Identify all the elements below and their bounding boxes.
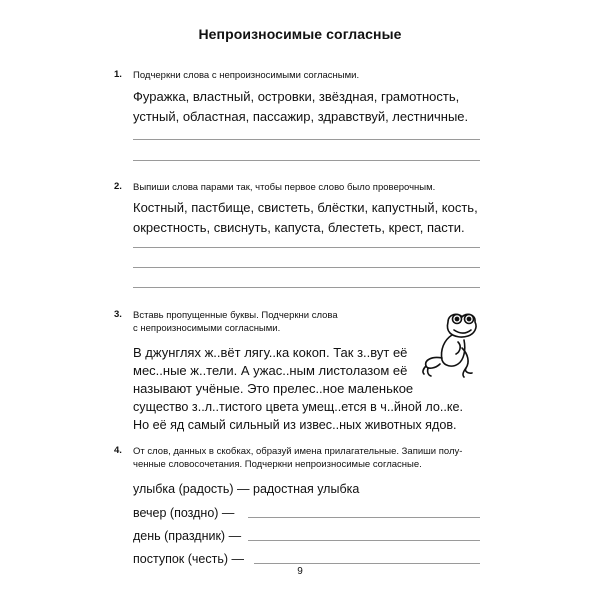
task-1-instruction: Подчеркни слова с непроизносимыми согласными. <box>133 70 360 81</box>
task-3-line-3: называют учёные. Это прелес..ное маленькое <box>133 381 414 396</box>
task-3-line-4: существо з..л..тистого цвета умещ..ется в ч..йной ло..ке. <box>133 400 464 414</box>
answer-line <box>248 517 480 518</box>
task-2-line-1: Костный, пастбище, свистеть, блёстки, капустный, кость, <box>133 200 478 215</box>
answer-line <box>254 563 480 564</box>
task-4-row-4: поступок (честь) — <box>133 552 244 566</box>
task-3-instruction-line-2: с непроизносимыми согласными. <box>133 323 281 334</box>
frog-icon <box>418 308 486 380</box>
task-3-line-2: мес..ные ж..тели. А ужас..ным листолазом её <box>133 363 408 378</box>
task-3-instruction-line-1: Вставь пропущенные буквы. Подчеркни слова <box>133 310 338 321</box>
task-3-line-5: Но её яд самый сильный из извес..ных животных ядов. <box>133 418 457 432</box>
task-1-line-1: Фуражка, властный, островки, звёздная, грамотность, <box>133 89 460 104</box>
answer-line <box>248 540 480 541</box>
task-2-number: 2. <box>114 181 122 192</box>
task-1-number: 1. <box>114 69 122 80</box>
task-1-line-2: устный, областная, пассажир, здравствуй, лестничные. <box>133 109 469 124</box>
task-3-line-1: В джунглях ж..вёт лягу..ка кокоп. Так з..вут её <box>133 345 408 360</box>
task-4-row-example: улыбка (радость) — радостная улыбка <box>133 482 360 496</box>
task-2-line-2: окрестность, свиснуть, капуста, блестеть, крест, пасти. <box>133 220 465 235</box>
answer-line <box>133 247 480 248</box>
answer-line <box>133 160 480 161</box>
task-4-instruction-line-1: От слов, данных в скобках, образуй имена прилагательные. Запиши полу- <box>133 446 463 457</box>
page-number: 9 <box>297 566 303 577</box>
task-2-instruction: Выпиши слова парами так, чтобы первое слово было проверочным. <box>133 182 436 193</box>
task-4-instruction-line-2: ченные словосочетания. Подчеркни непроизносимые согласные. <box>133 459 422 470</box>
task-3-number: 3. <box>114 309 122 320</box>
answer-line <box>133 287 480 288</box>
answer-line <box>133 139 480 140</box>
task-4-row-2: вечер (поздно) — <box>133 506 235 520</box>
answer-line <box>133 267 480 268</box>
task-4-row-3: день (праздник) — <box>133 529 242 543</box>
page-title: Непроизносимые согласные <box>198 26 402 42</box>
task-4-number: 4. <box>114 445 122 456</box>
